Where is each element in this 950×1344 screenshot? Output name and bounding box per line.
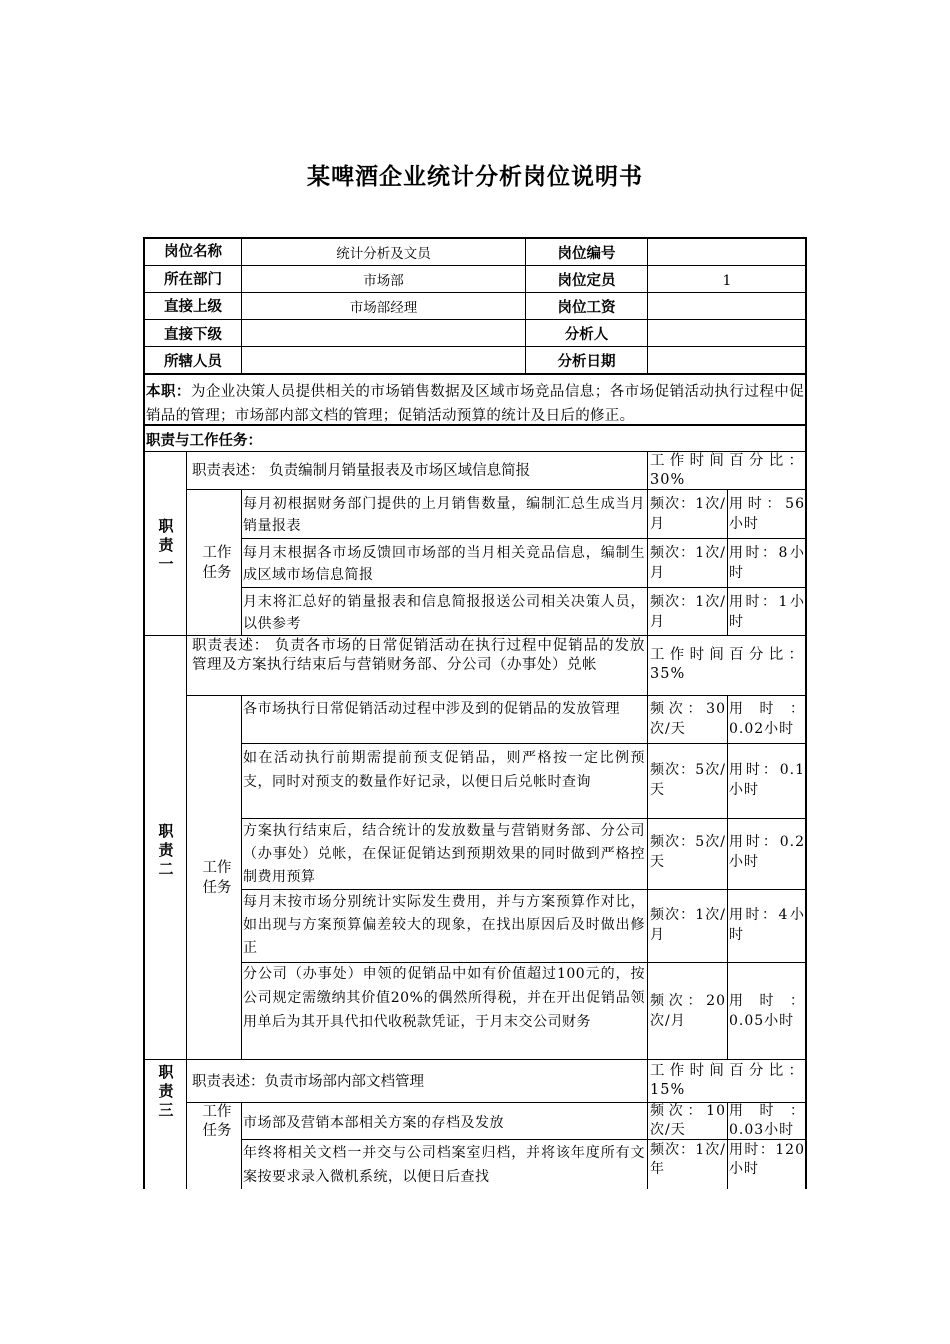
duty-2-statement: 职责表述： 负责各市场的日常促销活动在执行过程中促销品的发放管理及方案执行结束后与营销财务部、分公司（办事处）兑帐 <box>192 638 645 673</box>
duty-1-percent: 工作时间百分比：30% <box>650 453 804 488</box>
header-label-salary: 岗位工资 <box>557 300 616 316</box>
header-label-analyst: 分析人 <box>564 327 609 343</box>
grid-line <box>727 1102 728 1189</box>
duty-3-task-2-freq: 频次：1次/年 <box>650 1142 726 1177</box>
duty-2-task-4-time: 用时：4小时 <box>729 907 805 943</box>
grid-line <box>186 452 187 1189</box>
grid-line <box>727 695 728 1059</box>
duty-3-percent: 工作时间百分比：15% <box>650 1063 804 1098</box>
header-value-direct-superior: 市场部经理 <box>349 300 418 316</box>
duty-1-task-2-text: 每月末根据各市场反馈回市场部的当月相关竞品信息，编制生成区域市场信息简报 <box>243 545 645 583</box>
duty-2-task-5-time: 用时：0.05小时 <box>729 993 805 1029</box>
grid-line <box>727 489 728 635</box>
grid-line <box>242 818 806 819</box>
duty-2-task-1-freq: 频次：30次/天 <box>650 701 726 737</box>
duty-2-task-5-freq: 频次：20次/月 <box>650 993 726 1029</box>
grid-line <box>647 238 648 373</box>
duty-2-task-2-text: 如在活动执行前期需提前预支促销品，则严格按一定比例预支，同时对预支的数量作好记录，以便日后兑帐时查询 <box>243 750 645 790</box>
grid-line <box>241 489 242 635</box>
header-label-position-name: 岗位名称 <box>164 244 222 260</box>
duty-2-task-3-freq: 频次：5次/天 <box>650 834 726 870</box>
duty-2-task-1-text: 各市场执行日常促销活动过程中涉及到的促销品的发放管理 <box>243 701 620 717</box>
grid-line <box>144 373 806 375</box>
header-label-position-code: 岗位编号 <box>557 246 616 262</box>
duty-2-task-label: 工作任务 <box>202 860 232 896</box>
header-label-department: 所在部门 <box>164 272 222 288</box>
duty-1-task-2-freq: 频次：1次/月 <box>650 545 726 581</box>
job-summary <box>146 380 804 428</box>
grid-line <box>242 538 806 539</box>
grid-line <box>241 695 242 1059</box>
header-label-direct-subordinate: 直接下级 <box>164 327 222 343</box>
duty-1-task-3-freq: 频次：1次/月 <box>650 594 726 630</box>
grid-line <box>144 292 806 293</box>
duty-3-task-label: 工作任务 <box>202 1104 232 1139</box>
duty-3-task-2-text: 年终将相关文档一并交与公司档案室归档，并将该年度所有文案按要求录入微机系统，以便日后查找 <box>243 1145 645 1185</box>
duty-3-task-1-time: 用时：0.03小时 <box>729 1103 805 1138</box>
grid-line <box>187 695 806 696</box>
grid-line <box>144 319 806 320</box>
header-value-position-name: 统计分析及文员 <box>336 246 431 262</box>
duty-1-task-2-time: 用时：8小时 <box>729 545 805 581</box>
job-summary-text: 为企业决策人员提供相关的市场销售数据及区域市场竞品信息；各市场促销活动执行过程中促销品的管理；市场部内部文档的管理；促销活动预算的统计及日后的修正。 <box>146 384 804 424</box>
header-label-headcount: 岗位定员 <box>557 273 616 289</box>
duty-1-task-1-text: 每月初根据财务部门提供的上月销售数量，编制汇总生成当月销量报表 <box>243 496 645 534</box>
duty-3-statement: 职责表述：负责市场部内部文档管理 <box>192 1074 424 1090</box>
duty-1-name: 职责一 <box>158 517 174 573</box>
duty-2-task-5-text: 分公司（办事处）申领的促销品中如有价值超过100元的，按公司规定需缴纳其价值20%的偶然所得税，并在开出促销品领用单后为其开具代扣代收税款凭证，于月末交公司财务 <box>243 966 645 1030</box>
duty-2-percent: 工作时间百分比：35% <box>650 647 804 682</box>
grid-line <box>144 424 806 426</box>
job-summary-label: 本职： <box>146 384 191 400</box>
duty-1-task-label: 工作任务 <box>202 545 232 581</box>
duty-1-statement: 职责表述： 负责编制月销量报表及市场区域信息简报 <box>192 463 531 479</box>
duty-3-task-1-freq: 频次：10次/天 <box>650 1103 726 1138</box>
duty-2-task-3-text: 方案执行结束后，结合统计的发放数量与营销财务部、分公司（办事处）兑帐，在保证促销达到预期效果的同时做到严格控制费用预算 <box>243 823 645 885</box>
header-value-department: 市场部 <box>363 273 404 289</box>
duty-2-task-2-time: 用时：0.1小时 <box>729 762 805 798</box>
duty-3-task-2-time: 用时：120小时 <box>729 1142 805 1177</box>
grid-line <box>144 1059 806 1060</box>
header-label-analysis-date: 分析日期 <box>557 354 616 370</box>
grid-line <box>242 743 806 744</box>
grid-line <box>647 452 648 1189</box>
duty-1-task-3-text: 月末将汇总好的销量报表和信息简报报送公司相关决策人员，以供参考 <box>243 594 645 632</box>
grid-line <box>241 1102 242 1189</box>
document-title: 某啤酒企业统计分析岗位说明书 <box>307 164 643 190</box>
duty-2-task-1-time: 用时：0.02小时 <box>729 701 805 737</box>
duty-2-task-4-freq: 频次：1次/月 <box>650 907 726 943</box>
section-header: 职责与工作任务： <box>146 433 262 449</box>
grid-line <box>242 889 806 890</box>
header-label-direct-superior: 直接上级 <box>164 299 222 315</box>
duty-3-name: 职责三 <box>158 1063 174 1119</box>
duty-2-task-4-text: 每月末按市场分别统计实际发生费用，并与方案预算作对比，如出现与方案预算偏差较大的现象，在找出原因后及时做出修正 <box>243 894 645 956</box>
duty-2-name: 职责二 <box>158 822 174 878</box>
grid-line <box>242 587 806 588</box>
duty-1-task-1-time: 用时：56小时 <box>729 496 805 532</box>
grid-line <box>144 346 806 347</box>
header-label-staff: 所辖人员 <box>164 354 222 370</box>
header-value-headcount: 1 <box>722 273 732 289</box>
duty-1-task-1-freq: 频次：1次/月 <box>650 496 726 532</box>
grid-line <box>144 265 806 266</box>
duty-2-task-2-freq: 频次：5次/天 <box>650 762 726 798</box>
grid-line <box>144 635 806 636</box>
duty-3-task-1-text: 市场部及营销本部相关方案的存档及发放 <box>243 1115 504 1131</box>
duty-2-task-3-time: 用时：0.2小时 <box>729 834 805 870</box>
duty-1-task-3-time: 用时：1小时 <box>729 594 805 630</box>
